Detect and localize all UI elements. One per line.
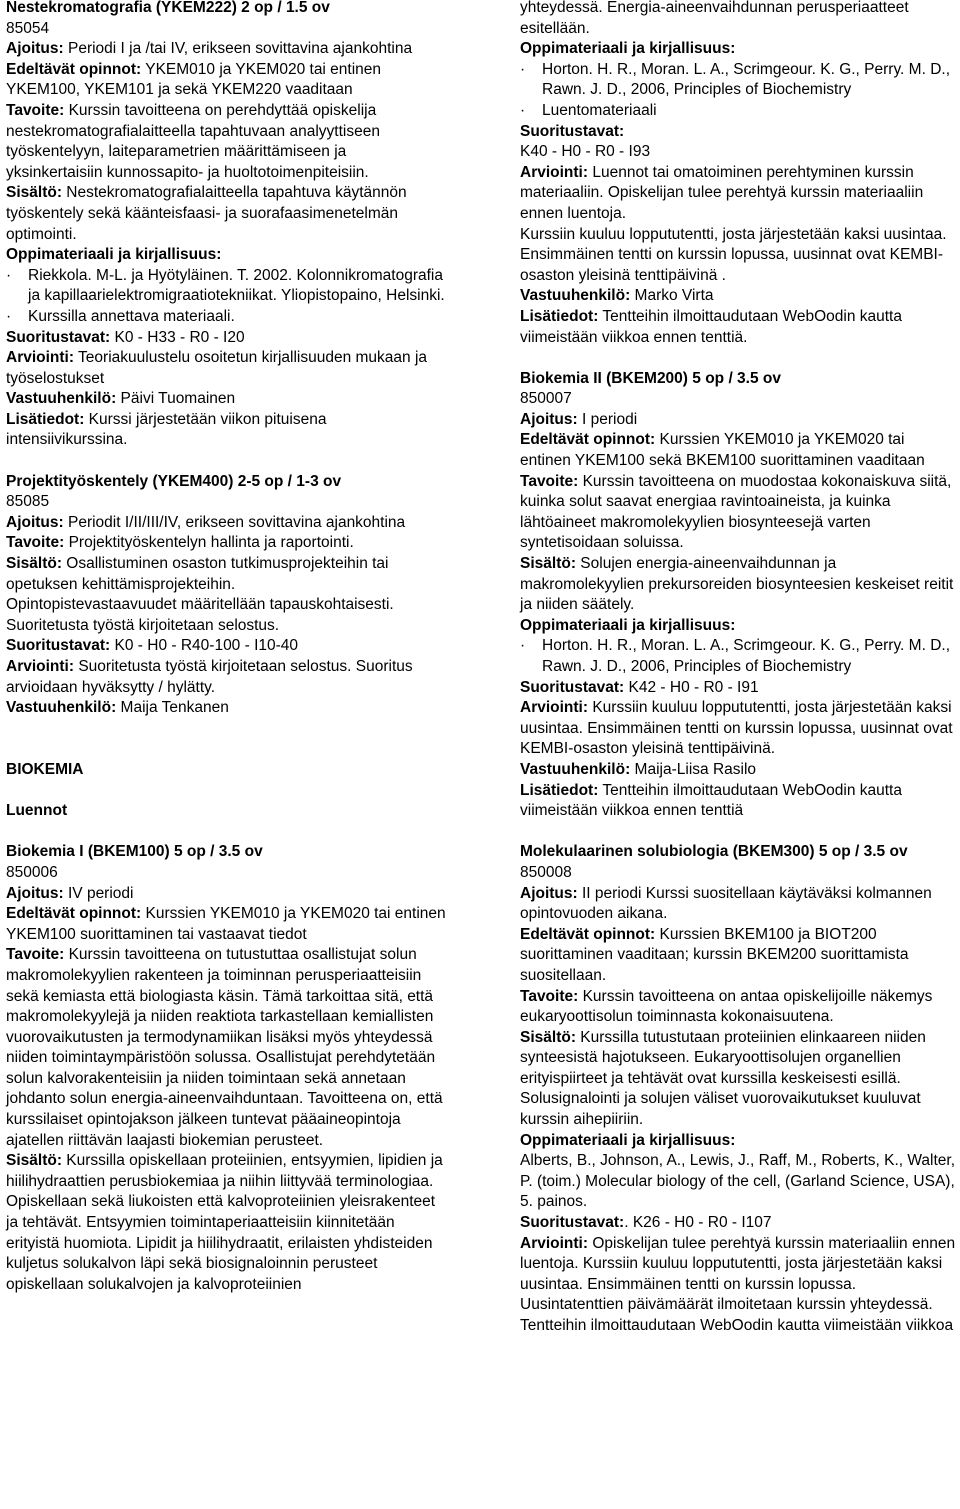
field-value: Nestekromatografialaitteella tapahtuva käytännön työskentely sekä käänteisfaasi- ja suorafaasimenetelmän optimointi. (6, 184, 407, 243)
list-item (6, 307, 446, 328)
spacer (6, 781, 446, 802)
field-label: Suoritustavat: (520, 678, 625, 696)
field-value: Kurssin tavoitteena on tutustuttaa osallistujat solun makromolekyylien rakenteen ja toiminnan perusperiaatteisiin sekä kemiasta että biologiasta käsin. Tämä tarkoittaa sitä, että makromolekyylejä ja niiden reaktiota tarkastellaan kemiallisten vuorovaikutusten ja termodynamiikan lisäksi myös yhteydessä niiden toimintaympäristöön solussa. Osallistujat perehdytetään solun kalvorakenteisiin ja niiden toimintaan sekä annetaan johdanto solun energia-aineenvaihduntaan. Tavoitteena on, että kurssilaiset opintojakson jälkeen tuntevat pääaineopintoja ajatellen riittävän laajasti biokemian perusteet. (6, 946, 443, 1149)
field-value: Kurssin tavoitteena on antaa opiskelijoille näkemys eukaryoottisolun toiminnasta kokonaisuutena. (520, 987, 933, 1026)
oppimateriaali-label: Oppimateriaali ja kirjallisuus: (6, 246, 222, 264)
course-title: Biokemia II (BKEM200) 5 op / 3.5 ov (520, 369, 781, 387)
field-label: Arviointi: (520, 163, 589, 181)
spacer (6, 451, 446, 472)
arviointi-field (520, 698, 956, 760)
field-value: K42 - H0 - R0 - I91 (624, 678, 759, 696)
course-title: Projektityöskentely (YKEM400) 2-5 op / 1-3 ov (6, 472, 342, 490)
list-item-text: Riekkola. M-L. ja Hyötyläinen. T. 2002. Kolonnikromatografia ja kapillaarielektromigraatiotekniikat. Yliopistopaino, Helsinki. (28, 266, 445, 305)
spacer (6, 719, 446, 740)
field-label: Sisältö: (6, 1152, 62, 1170)
vastuuhenkilo-field (6, 698, 446, 719)
arviointi-field (6, 657, 446, 698)
field-label: Lisätiedot: (520, 307, 599, 325)
sisalto-field (6, 1151, 446, 1295)
course-biokemia-1-continued (520, 0, 956, 348)
field-label: Suoritustavat: (520, 1214, 625, 1232)
field-value: K0 - H33 - R0 - I20 (110, 328, 245, 346)
oppimateriaali-label: Oppimateriaali ja kirjallisuus: (520, 616, 736, 634)
field-label: Lisätiedot: (520, 781, 599, 799)
bullet-icon: · (6, 307, 12, 325)
suoritustavat-value: K40 - H0 - R0 - I93 (520, 143, 651, 161)
course-molekulaarinen-solubiologia (520, 842, 956, 1336)
field-value: IV periodi (63, 884, 134, 902)
bullet-icon: · (520, 60, 526, 78)
sisalto-field (520, 1028, 956, 1131)
tavoite-field (520, 472, 956, 554)
tavoite-field (520, 987, 956, 1028)
lisatiedot-field (6, 410, 446, 451)
kuulustelu-text: Kurssiin kuuluu loppututentti, josta järjestetään kaksi uusintaa. Ensimmäinen tentti on kurssin lopussa, uusinnat ovat KEMBI-osaston yleisinä tenttipäivinä . (520, 225, 947, 284)
field-label: Vastuuhenkilö: (520, 287, 631, 305)
field-label: Sisältö: (520, 1028, 576, 1046)
edeltavat-field (520, 430, 956, 471)
field-value: Kurssien BKEM100 ja BIOT200 suorittaminen vaaditaan; kurssin BKEM200 suorittamista suositellaan. (520, 925, 909, 984)
tavoite-field (6, 101, 446, 183)
course-nestekromatografia (6, 0, 446, 451)
field-value: . K26 - H0 - R0 - I107 (624, 1214, 772, 1232)
field-value: Kurssien YKEM010 ja YKEM020 tai entinen YKEM100 sekä BKEM100 suorittaminen vaaditaan (520, 431, 925, 470)
edeltavat-field (6, 904, 446, 945)
list-item (520, 636, 956, 677)
ajoitus-field (6, 513, 446, 534)
field-label: Sisältö: (6, 555, 62, 573)
field-label: Edeltävät opinnot: (6, 905, 142, 923)
sisalto-field (520, 554, 956, 616)
field-value: Kurssin tavoitteena on muodostaa kokonaiskuva siitä, kuinka solut saavat energiaa ravintoaineista, ja kuinka lähtöaineet makromolekyylien biosynteesejä varten syntetisoidaan soluissa. (520, 472, 952, 552)
field-label: Arviointi: (520, 699, 589, 717)
vastuuhenkilo-field (6, 389, 446, 410)
section-heading: BIOKEMIA (6, 760, 84, 778)
course-biokemia-1 (6, 842, 446, 1295)
field-label: Suoritustavat: (6, 637, 111, 655)
suoritustavat-field (520, 1213, 956, 1234)
field-label: Arviointi: (6, 349, 75, 367)
spacer (520, 822, 956, 843)
vastuuhenkilo-field (520, 286, 956, 307)
field-value: II periodi Kurssi suositellaan käytäväksi kolmannen opintovuoden aikana. (520, 884, 932, 923)
field-label: Vastuuhenkilö: (520, 760, 631, 778)
field-value: Projektityöskentelyn hallinta ja raportointi. (64, 534, 354, 552)
suoritustavat-field (6, 328, 446, 349)
opintopiste-text: Opintopistevastaavuudet määritellään tapauskohtaisesti. Suoritetusta työstä kirjoitetaan selostus. (6, 596, 394, 634)
vastuuhenkilo-field (520, 760, 956, 781)
lisatiedot-field (520, 781, 956, 822)
field-value: Kurssien YKEM010 ja YKEM020 tai entinen YKEM100 suorittaminen tai vastaavat tiedot (6, 905, 446, 943)
field-value: Kurssilla opiskellaan proteiinien, entsyymien, lipidien ja hiilihydraattien perusbiokemiaa ja niihin liittyvää terminologiaa. Opiskellaan sekä liukoisten että kalvoproteiinien yleisrakenteet ja tehtävät. Entsyymien toimintaperiaatteisiin kiinnitetään erityistä huomiota. Lipidit ja hiilihydraatit, erilaisten yhdisteiden kuljetus solukalvon läpi sekä biosignaloinnin perusteet opiskellaan solukalvojen ja kalvoproteiinien (6, 1152, 443, 1293)
field-value: Kurssin tavoitteena on perehdyttää opiskelija nestekromatografialaitteella tapahtuvaan analyyttiseen työskentelyyn, laiteparametrien määrittämiseen ja yksinkertaisiin kunnossapito- ja huoltotoimenpiteisiin. (6, 101, 380, 181)
list-item-text: Kurssilla annettava materiaali. (28, 307, 235, 325)
field-value: Kurssi järjestetään viikon pituisena intensiivikurssina. (6, 410, 327, 449)
field-value: Marko Virta (630, 287, 714, 305)
kirjallisuus-text: Alberts, B., Johnson, A., Lewis, J., Raff, M., Roberts, K., Walter, P. (toim.) Molecular biology of the cell, (Garland Science, USA), 5. painos. (520, 1152, 956, 1211)
suoritustavat-label: Suoritustavat: (520, 122, 625, 140)
ajoitus-field (520, 410, 956, 431)
sisalto-field (6, 183, 446, 245)
ajoitus-field (6, 39, 446, 60)
field-label: Vastuuhenkilö: (6, 390, 117, 408)
left-column (6, 0, 446, 1295)
field-label: Tavoite: (520, 987, 579, 1005)
suoritustavat-field (520, 678, 956, 699)
continued-text: yhteydessä. Energia-aineenvaihdunnan perusperiaatteet esitellään. (520, 0, 909, 37)
list-item-text: Luentomateriaali (542, 101, 657, 119)
arviointi-field (520, 163, 956, 225)
field-value: K0 - H0 - R40-100 - I10-40 (110, 637, 299, 655)
subsection-heading: Luennot (6, 802, 68, 820)
list-item (6, 266, 446, 307)
spacer (6, 739, 446, 760)
course-code: 850007 (520, 390, 572, 408)
field-label: Ajoitus: (6, 513, 64, 531)
field-value: Solujen energia-aineenvaihdunnan ja makromolekyylien prekursoreiden biosynteesien keskeiset reitit ja niiden säätely. (520, 555, 954, 614)
field-value: Luennot tai omatoiminen perehtyminen kurssin materiaaliin. Opiskelijan tulee perehtyä kurssin materiaaliin ennen luentoja. (520, 163, 924, 222)
course-code: 850006 (6, 863, 58, 881)
list-item (520, 101, 956, 122)
field-value: Teoriakuulustelu osoitetun kirjallisuuden mukaan ja työselostukset (6, 349, 428, 387)
field-value: Kurssiin kuuluu loppututentti, josta järjestetään kaksi uusintaa. Ensimmäinen tentti on kurssin lopussa, uusinnat ovat KEMBI-osaston yleisinä tenttipäivinä. (520, 699, 953, 758)
right-column (520, 0, 956, 1337)
field-label: Sisältö: (6, 184, 62, 202)
oppimateriaali-label: Oppimateriaali ja kirjallisuus: (520, 40, 736, 58)
field-label: Ajoitus: (520, 884, 578, 902)
list-item (520, 60, 956, 101)
arviointi-field (520, 1234, 956, 1337)
spacer (520, 348, 956, 369)
edeltavat-field (6, 60, 446, 101)
field-label: Tavoite: (6, 946, 65, 964)
field-value: Kurssilla tutustutaan proteiinien elinkaareen niiden synteesistä hajotukseen. Eukaryoottisolujen organellien erityispiirteet ja tehtävät ovat kurssilla keskeisesti esillä. Solusignalointi ja solujen väliset vuorovaikutukset kuuluvat kurssin aihepiiriin. (520, 1028, 926, 1129)
field-value: Periodi I ja /tai IV, erikseen sovittavina ajankohtina (63, 40, 413, 58)
spacer (6, 822, 446, 843)
edeltavat-field (520, 925, 956, 987)
field-value: Opiskelijan tulee perehtyä kurssin materiaaliin ennen luentoja. Kurssiin kuuluu loppututentti, josta järjestetään kaksi uusintaa. Ensimmäinen tentti on kurssin lopussa. Uusintatenttien päivämäärät ilmoitetaan kurssin yhteydessä. Tentteihin ilmoittaudutaan WebOodin kautta viimeistään viikkoa (520, 1234, 956, 1334)
bullet-icon: · (520, 101, 526, 119)
field-label: Arviointi: (520, 1234, 589, 1252)
course-biokemia-2 (520, 369, 956, 822)
tavoite-field (6, 945, 446, 1151)
field-value: Suoritetusta työstä kirjoitetaan selostus. Suoritus arvioidaan hyväksytty / hylätty. (6, 658, 413, 696)
field-label: Suoritustavat: (6, 328, 111, 346)
field-label: Tavoite: (6, 101, 65, 119)
course-code: 85085 (6, 493, 50, 511)
tavoite-field (6, 533, 446, 554)
field-label: Ajoitus: (6, 40, 64, 58)
field-label: Sisältö: (520, 555, 576, 573)
field-label: Edeltävät opinnot: (520, 925, 656, 943)
field-value: Osallistuminen osaston tutkimusprojekteihin tai opetuksen kehittämisprojekteihin. (6, 555, 389, 593)
course-code: 85054 (6, 19, 50, 37)
field-value: Maija Tenkanen (116, 699, 229, 717)
bullet-icon: · (520, 637, 526, 655)
ajoitus-field (6, 884, 446, 905)
field-label: Arviointi: (6, 658, 75, 675)
field-value: Tentteihin ilmoittaudutaan WebOodin kautta viimeistään viikkoa ennen tenttiä (520, 781, 902, 820)
field-label: Tavoite: (6, 534, 65, 552)
course-title: Molekulaarinen solubiologia (BKEM300) 5 op / 3.5 ov (520, 843, 908, 861)
ajoitus-field (520, 884, 956, 925)
field-label: Lisätiedot: (6, 410, 85, 428)
sisalto-field (6, 554, 446, 595)
field-label: Ajoitus: (6, 884, 64, 902)
list-item-text: Horton. H. R., Moran. L. A., Scrimgeour. K. G., Perry. M. D., Rawn. J. D., 2006, Principles of Biochemistry (542, 637, 950, 675)
field-label: Vastuuhenkilö: (6, 699, 117, 717)
list-item-text: Horton. H. R., Moran. L. A., Scrimgeour. K. G., Perry. M. D., Rawn. J. D., 2006, Principles of Biochemistry (542, 60, 950, 99)
field-value: I periodi (577, 410, 638, 428)
suoritustavat-field (6, 636, 446, 657)
lisatiedot-field (520, 307, 956, 348)
field-label: Edeltävät opinnot: (520, 431, 656, 449)
course-code: 850008 (520, 863, 572, 881)
field-value: Periodit I/II/III/IV, erikseen sovittavina ajankohtina (63, 513, 406, 531)
course-title: Biokemia I (BKEM100) 5 op / 3.5 ov (6, 843, 263, 861)
arviointi-field (6, 348, 446, 389)
field-value: Maija-Liisa Rasilo (630, 760, 757, 778)
field-label: Edeltävät opinnot: (6, 60, 142, 78)
course-projektityoskentely (6, 472, 446, 719)
field-value: YKEM010 ja YKEM020 tai entinen YKEM100, YKEM101 ja sekä YKEM220 vaaditaan (6, 60, 382, 99)
field-label: Ajoitus: (520, 410, 578, 428)
field-label: Tavoite: (520, 472, 579, 490)
field-value: Päivi Tuomainen (116, 390, 236, 408)
course-title: Nestekromatografia (YKEM222) 2 op / 1.5 ov (6, 0, 330, 16)
bullet-icon: · (6, 266, 12, 284)
oppimateriaali-label: Oppimateriaali ja kirjallisuus: (520, 1131, 736, 1149)
field-value: Tentteihin ilmoittaudutaan WebOodin kautta viimeistään viikkoa ennen tenttiä. (520, 307, 902, 346)
